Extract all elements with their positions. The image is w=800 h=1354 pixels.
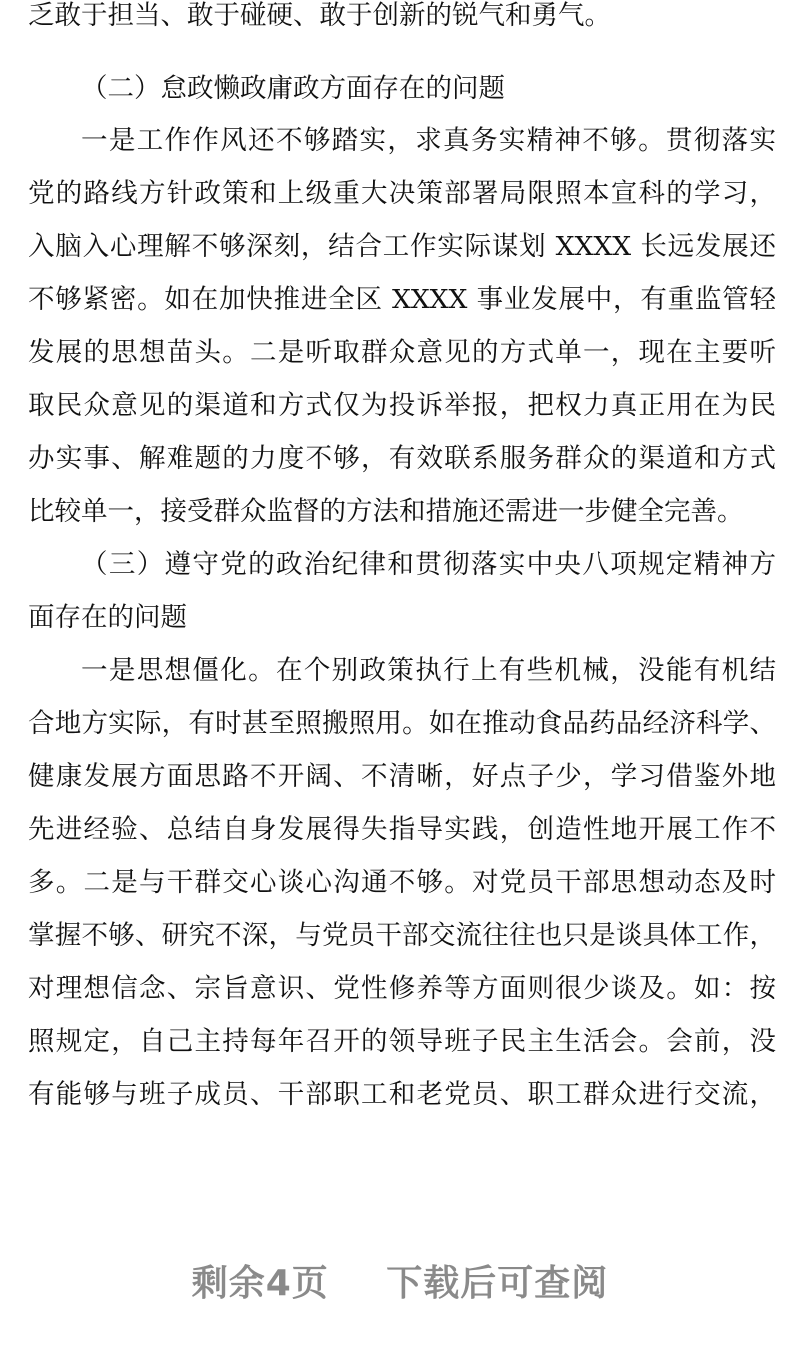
paragraph-line: 先进经验、总结自身发展得失指导实践，创造性地开展工作不	[28, 814, 776, 845]
remaining-pages-label: 剩余4页	[191, 1263, 329, 1304]
section-heading-line: （三）遵守党的政治纪律和贯彻落实中央八项规定精神方	[81, 549, 776, 580]
paragraph-line: 发展的思想苗头。二是听取群众意见的方式单一，现在主要听	[28, 337, 776, 368]
paragraph-line: 健康发展方面思路不开阔、不清晰，好点子少，学习借鉴外地	[28, 761, 776, 792]
paragraph-line: 乏敢于担当、敢于碰硬、敢于创新的锐气和勇气。	[28, 0, 611, 31]
paragraph-line: 有能够与班子成员、干部职工和老党员、职工群众进行交流，	[28, 1079, 776, 1110]
download-to-read-label[interactable]: 下载后可查阅	[386, 1263, 609, 1304]
paragraph-line: 一是工作作风还不够踏实，求真务实精神不够。贯彻落实	[81, 125, 776, 156]
paragraph-line: 多。二是与干群交心谈心沟通不够。对党员干部思想动态及时	[28, 867, 776, 898]
paragraph-line: 入脑入心理解不够深刻，结合工作实际谋划 XXXX 长远发展还	[28, 231, 776, 262]
paragraph-line: 照规定，自己主持每年召开的领导班子民主生活会。会前，没	[28, 1026, 776, 1057]
section-heading-line: （二）怠政懒政庸政方面存在的问题	[81, 73, 505, 104]
paragraph-line: 合地方实际，有时甚至照搬照用。如在推动食品药品经济科学、	[28, 708, 776, 739]
section-heading-line: 面存在的问题	[28, 602, 187, 633]
paragraph-line: 不够紧密。如在加快推进全区 XXXX 事业发展中，有重监管轻	[28, 284, 776, 315]
paragraph-line: 办实事、解难题的力度不够，有效联系服务群众的渠道和方式	[28, 443, 776, 474]
download-prompt[interactable]	[0, 1255, 800, 1306]
paragraph-line: 对理想信念、宗旨意识、党性修养等方面则很少谈及。如：按	[28, 973, 776, 1004]
paragraph-line: 党的路线方针政策和上级重大决策部署局限照本宣科的学习，	[28, 178, 776, 209]
paragraph-line: 比较单一，接受群众监督的方法和措施还需进一步健全完善。	[28, 496, 744, 527]
paragraph-line: 掌握不够、研究不深，与党员干部交流往往也只是谈具体工作，	[28, 920, 776, 951]
paragraph-line: 取民众意见的渠道和方式仅为投诉举报，把权力真正用在为民	[28, 390, 776, 421]
paragraph-line: 一是思想僵化。在个别政策执行上有些机械，没能有机结	[81, 655, 776, 686]
